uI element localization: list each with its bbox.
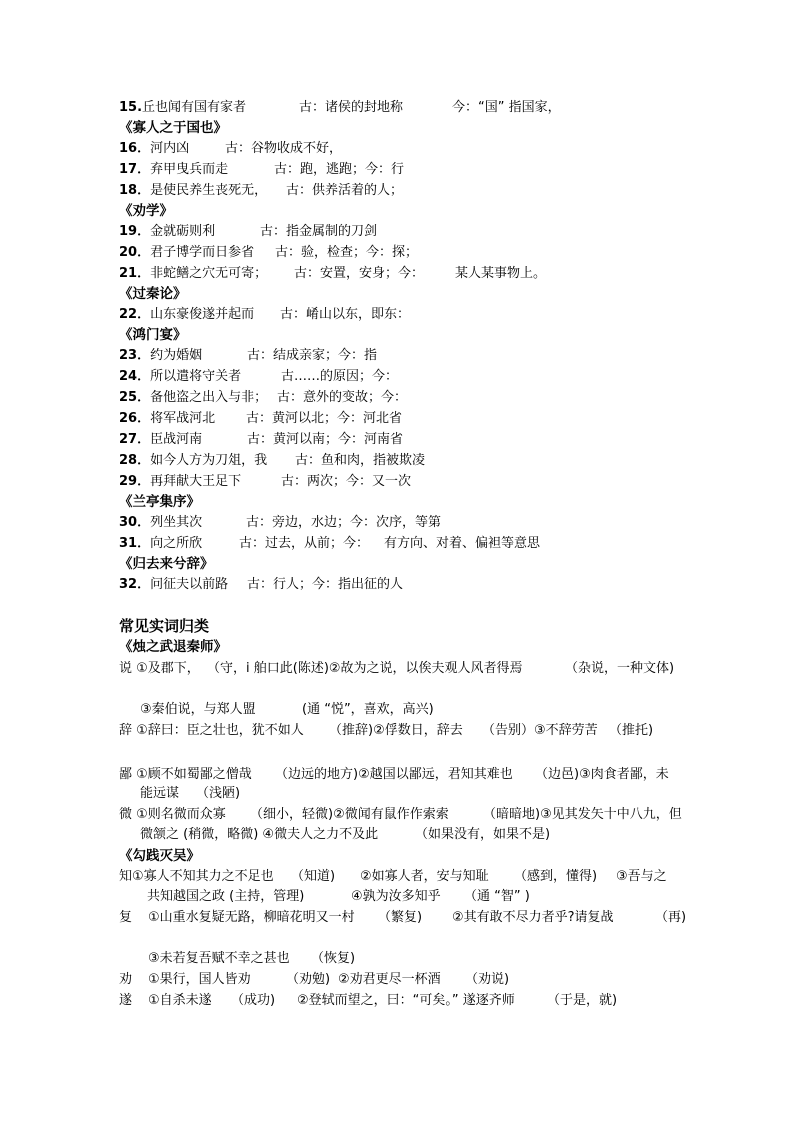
entry-modern: 今：“国” 指国家， [452, 100, 561, 115]
entry-text: 君子博学而日参省 [150, 245, 255, 260]
entry-ancient: 古：崤山以东，即东： [280, 307, 411, 322]
entry-text: 将军战河北 [150, 411, 216, 426]
entry-text: 列坐其次 [150, 515, 203, 530]
entry-number: 31． [119, 536, 151, 551]
entry-ancient: 古：行人；今：指出征的人 [247, 577, 404, 592]
entry-ancient: 古：黄河以北；今：河北省 [246, 411, 403, 426]
entry-ancient: 古：结成亲家；今：指 [247, 348, 378, 363]
entry-ancient: 古：谷物收成不好， [225, 141, 343, 156]
entry-ancient: 古……的原因；今： [281, 369, 399, 384]
entry-text: 是使民养生丧死无， [150, 183, 268, 198]
entry-ancient: 古：供养活着的人； [286, 183, 404, 198]
entry-number: 15. [119, 100, 143, 115]
section-header: 《勾践灭吴》 [119, 848, 200, 864]
entry-ancient: 古：意外的变故；今： [277, 390, 408, 405]
entry-number: 16． [119, 141, 151, 156]
entry-ancient: 古：黄河以南；今：河南省 [247, 432, 404, 447]
section-header: 《鸿门宴》 [119, 327, 187, 343]
section-title: 常见实词归类 [119, 617, 210, 635]
entry-text: 丘也闻有国有家者 [142, 100, 247, 115]
entry-ancient: 古：跑，逃跑；今：行 [274, 162, 405, 177]
entry-number: 19． [119, 224, 151, 239]
entry-number: 30． [119, 515, 151, 530]
entry-ancient: 古：过去，从前；今： [239, 536, 370, 551]
entry-number: 20． [119, 245, 151, 260]
section-header: 《过秦论》 [119, 286, 187, 302]
entry-number: 23． [119, 348, 151, 363]
entry-text: 备他盗之出入与非； [150, 390, 268, 405]
entry-ancient: 古：鱼和肉，指被欺凌 [295, 453, 426, 468]
entry-number: 27． [119, 432, 151, 447]
entry-text: 问征夫以前路 [150, 577, 229, 592]
entry-ancient: 古：诸侯的封地称 [299, 100, 404, 115]
section-header: 《劝学》 [119, 203, 173, 219]
entry-number: 17． [119, 162, 151, 177]
entry-text: 向之所欣 [150, 536, 203, 551]
entry-text: 所以遣将守关者 [150, 369, 242, 384]
entry-text: 金就砺则利 [150, 224, 216, 239]
document-page: 15.丘也闻有国有家者 古：诸侯的封地称 今：“国” 指国家， 《寡人之于国也》 16．河内凶 古：谷物收成不好， 17．弃甲曳兵而走 古：跑，逃跑；今：行 18．是使民养生丧死无， 古：供养活着的人； 《劝学》 19．金就砺则利 古：指金属制的刀剑 20．君子博学而日参省 古：验，检查；今：探； 21．非蛇鳝之穴无可寄； 古：安置，安身；今： 某人某事物上。 《过秦论》 22．山东豪俊遂并起而 古：崤山以东，即东： 《鸿门宴》 23．约为婚姻 古：结成亲家；今：指 24．所以遣将守关者 古……的原因；今： 25．备他盗之出入与非； 古：意外的变故；今： 26．将军战河北 古：黄河以北；今：河北省 27．臣战河南 古：黄河以南；今：河南省 28．如今人方为刀俎，我 古：鱼和肉，指被欺凌 29．再拜献大王足下 古：两次；今：又一次 《兰亭集序》 30．列坐其次 古：旁边，水边；今：次序，等第 31．向之所欣 古：过去，从前；今： 有方向、对着、偏袒等意思 《归去来兮辞》 32．问征夫以前路 古：行人；今：指出征的人 常见实词归类 《烛之武退秦师》 说 ①及郡下， （守，i 舶口此(陈述)②故为之说，以俟夫观人风者得焉 （杂说，一种文体) ③秦伯说，与郑人盟 (通 “悦”，喜欢，高兴) 辞 ①辞曰：臣之壮也，犹不如人 （推辞)②俘数日，辞去 （告别）③不辞劳苦 （推托) 鄙 ①顾不如蜀鄙之僧哉 （边远的地方)②越国以鄙远，君知其难也 （边邑)③肉食者鄙，未 能远谋 （浅陋) 微 ①则名微而众寡 （细小，轻微)②微闻有鼠作作索索 （暗暗地)③见其发矢十中八九，但 微颔之 (稍微，略微) ④微夫人之力不及此 （如果没有，如果不是) 《勾践灭吴》 知①寡人不知其力之不足也 （知道) ②如寡人者，安与知耻 （感到，懂得) ③吾与之 共知越国之政 (主持，管理) ④孰为汝多知乎 （通 “智” ) 复 ①山重水复疑无路，柳暗花明又一村 （繁复) ②其有敢不尽力者乎?请复战 （再) ③未若复吾赋不幸之甚也 （恢复) 劝 ①果行，国人皆劝 （劝勉) ②劝君更尽一杯酒 （劝说) 遂 ①自杀未遂 （成功) ②登轼而望之，曰：“可矣。” 遂逐齐师 （于是，就) [119, 100, 687, 1008]
entry-number: 21． [119, 266, 151, 281]
entry-number: 18． [119, 183, 151, 198]
entry-number: 24． [119, 369, 151, 384]
entry-ancient: 古：验，检查；今：探； [275, 245, 419, 260]
entry-number: 22． [119, 307, 151, 322]
section-header: 《烛之武退秦师》 [119, 639, 227, 655]
entry-ancient: 古：两次；今：又一次 [281, 474, 412, 489]
entry-text: 约为婚姻 [150, 348, 203, 363]
entry-text: 再拜献大王足下 [150, 474, 242, 489]
entry-text: 弃甲曳兵而走 [150, 162, 229, 177]
section-header: 《兰亭集序》 [119, 494, 200, 510]
entry-text: 河内凶 [150, 141, 190, 156]
entry-number: 25． [119, 390, 151, 405]
entry-ancient: 古：安置，安身；今： [294, 266, 425, 281]
entry-text: 山东豪俊遂并起而 [150, 307, 255, 322]
entry-number: 29． [119, 474, 151, 489]
entry-text: 非蛇鳝之穴无可寄； [150, 266, 268, 281]
entry-text: 臣战河南 [150, 432, 203, 447]
entry-ancient: 古：指金属制的刀剑 [260, 224, 378, 239]
section-header: 《归去来兮辞》 [119, 556, 214, 572]
entry-number: 32． [119, 577, 151, 592]
entry-number: 28． [119, 453, 151, 468]
entry-number: 26． [119, 411, 151, 426]
entry-modern: 有方向、对着、偏袒等意思 [384, 536, 541, 551]
entry-text: 如今人方为刀俎，我 [150, 453, 268, 468]
entry-ancient: 古：旁边，水边；今：次序，等第 [246, 515, 442, 530]
section-header: 《寡人之于国也》 [119, 120, 227, 136]
entry-modern: 某人某事物上。 [455, 266, 547, 281]
